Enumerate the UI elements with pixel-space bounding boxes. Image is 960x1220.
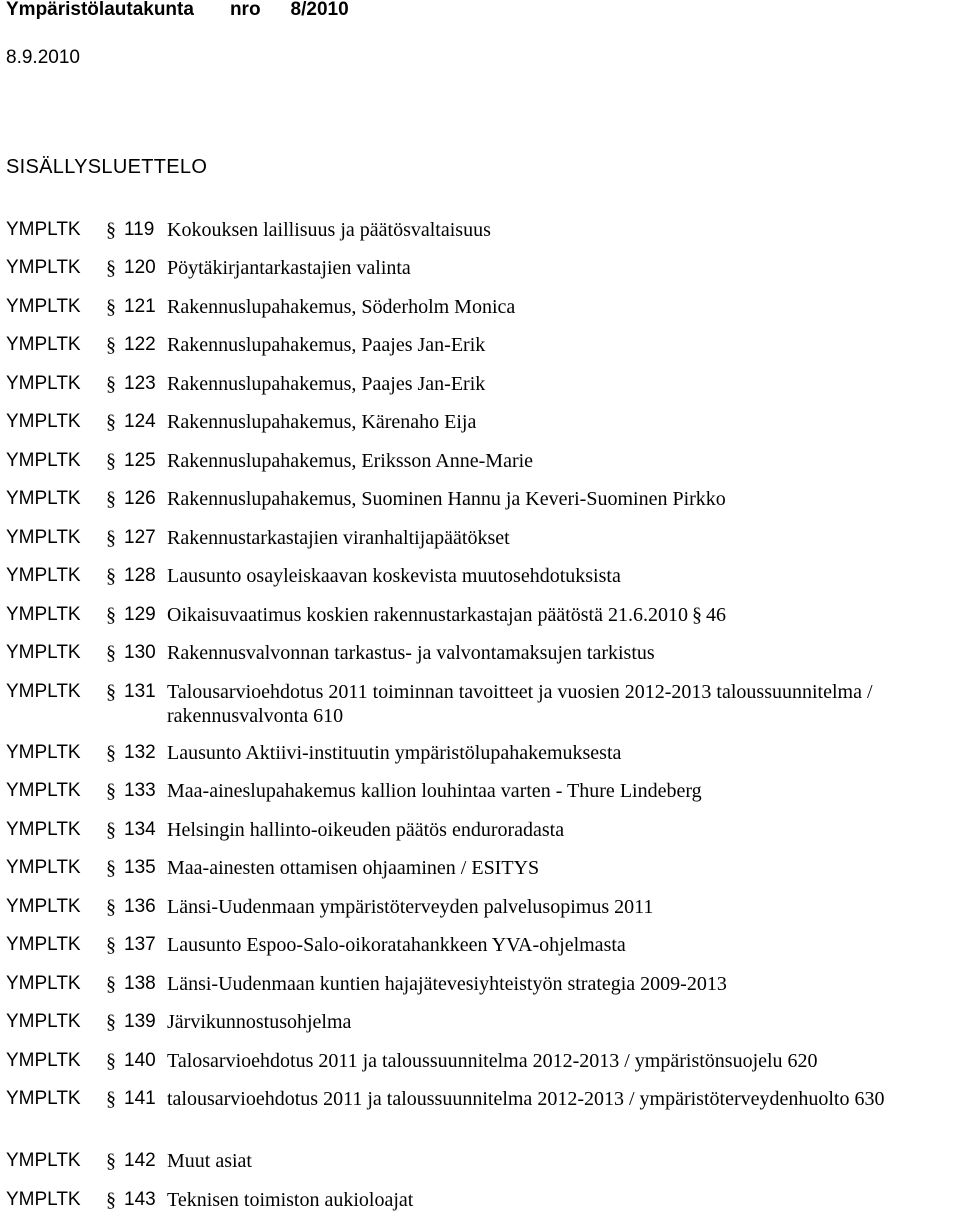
toc-item-number: 133 — [124, 780, 156, 801]
toc-row — [6, 895, 956, 919]
toc-item-code: YMPLTK — [6, 411, 81, 432]
toc-item-title — [167, 333, 957, 357]
toc-item-code: YMPLTK — [6, 527, 81, 548]
section-symbol: § — [106, 780, 116, 802]
toc-item-title — [167, 564, 957, 588]
toc-item-code: YMPLTK — [6, 1050, 81, 1071]
toc-item-number: 134 — [124, 819, 156, 840]
toc-item-number: 130 — [124, 642, 156, 663]
toc-item-title — [167, 856, 957, 880]
toc-item-title — [167, 680, 957, 728]
toc-item-number: 120 — [124, 257, 156, 278]
section-symbol: § — [106, 1050, 116, 1072]
toc-item-title — [167, 218, 957, 242]
toc-item-number: 123 — [124, 373, 156, 394]
toc-item-title-text: Talousarvioehdotus 2011 toiminnan tavoitteet ja vuosien 2012-2013 taloussuunnitelma / rakennusvalvonta 610 — [167, 681, 873, 727]
toc-item-number: 138 — [124, 973, 156, 994]
toc-row — [6, 256, 956, 280]
toc-item-number: 125 — [124, 450, 156, 471]
section-symbol: § — [106, 857, 116, 879]
toc-item-number: 128 — [124, 565, 156, 586]
section-symbol: § — [106, 450, 116, 472]
meeting-number: 8/2010 — [290, 0, 349, 20]
toc-item-code: YMPLTK — [6, 1189, 81, 1210]
toc-item-title — [167, 295, 957, 319]
toc-item-code: YMPLTK — [6, 1011, 81, 1032]
toc-item-title-text: Maa-aineslupahakemus kallion louhintaa varten - Thure Lindeberg — [167, 780, 702, 802]
toc-item-title — [167, 256, 957, 280]
toc-item-code: YMPLTK — [6, 219, 81, 240]
toc-item-title-text: Rakennustarkastajien viranhaltijapäätökset — [167, 527, 510, 549]
toc-row — [6, 564, 956, 588]
section-symbol: § — [106, 527, 116, 549]
toc-item-number: 119 — [124, 219, 155, 240]
section-symbol: § — [106, 1150, 116, 1172]
committee-name: Ympäristölautakunta — [6, 0, 194, 20]
toc-item-code: YMPLTK — [6, 681, 81, 702]
toc-item-code: YMPLTK — [6, 819, 81, 840]
toc-item-title — [167, 410, 957, 434]
toc-item-title-text: Helsingin hallinto-oikeuden päätös enduroradasta — [167, 819, 565, 841]
toc-row — [6, 603, 956, 627]
toc-item-number: 121 — [124, 296, 156, 317]
toc-item-title-text: Lausunto osayleiskaavan koskevista muutosehdotuksista — [167, 565, 621, 587]
toc-item-title — [167, 933, 957, 957]
toc-item-title-text: Talosarvioehdotus 2011 ja taloussuunnitelma 2012-2013 / ympäristönsuojelu 620 — [167, 1050, 818, 1072]
toc-row — [6, 779, 956, 803]
section-symbol: § — [106, 1011, 116, 1033]
document-header — [6, 0, 349, 22]
toc-item-number: 122 — [124, 334, 156, 355]
section-symbol: § — [106, 934, 116, 956]
section-symbol: § — [692, 604, 702, 626]
toc-item-title — [167, 741, 957, 765]
toc-item-code: YMPLTK — [6, 857, 81, 878]
toc-item-number: 131 — [124, 681, 156, 702]
toc-item-title — [167, 641, 957, 665]
toc-item-title — [167, 487, 957, 511]
toc-item-number: 126 — [124, 488, 156, 509]
toc-item-title-text: Rakennuslupahakemus, Söderholm Monica — [167, 296, 516, 318]
section-symbol: § — [106, 742, 116, 764]
section-symbol: § — [106, 973, 116, 995]
toc-item-number: 129 — [124, 604, 156, 625]
toc-item-number: 143 — [124, 1189, 156, 1210]
section-symbol: § — [106, 642, 116, 664]
toc-item-title-text: Rakennuslupahakemus, Suominen Hannu ja Keveri-Suominen Pirkko — [167, 488, 726, 510]
toc-row — [6, 526, 956, 550]
toc-item-code: YMPLTK — [6, 642, 81, 663]
toc-item-title — [167, 779, 957, 803]
toc-item-title-text: Lausunto Espoo-Salo-oikoratahankkeen YVA-ohjelmasta — [167, 934, 626, 956]
toc-item-code: YMPLTK — [6, 1088, 81, 1109]
toc-item-code: YMPLTK — [6, 296, 81, 317]
section-symbol: § — [106, 219, 116, 241]
toc-heading: SISÄLLYSLUETTELO — [6, 156, 208, 178]
toc-item-title — [167, 372, 957, 396]
toc-item-code: YMPLTK — [6, 896, 81, 917]
toc-item-number: 127 — [124, 527, 156, 548]
toc-row — [6, 680, 956, 728]
toc-row — [6, 449, 956, 473]
toc-item-title — [167, 972, 957, 996]
toc-item-title — [167, 526, 957, 550]
toc-item-title — [167, 603, 957, 627]
toc-item-title-text: Länsi-Uudenmaan ympäristöterveyden palvelusopimus 2011 — [167, 896, 654, 918]
toc-item-title-text: Länsi-Uudenmaan kuntien hajajätevesiyhteistyön strategia 2009-2013 — [167, 973, 727, 995]
toc-item-title-text: Rakennuslupahakemus, Paajes Jan-Erik — [167, 334, 486, 356]
toc-row — [6, 1010, 956, 1034]
toc-row — [6, 818, 956, 842]
toc-item-code: YMPLTK — [6, 780, 81, 801]
toc-item-title-text: Pöytäkirjantarkastajien valinta — [167, 257, 411, 279]
toc-item-number: 142 — [124, 1150, 156, 1171]
toc-item-title — [167, 1010, 957, 1034]
section-symbol: § — [106, 604, 116, 626]
section-symbol: § — [106, 819, 116, 841]
section-symbol: § — [106, 488, 116, 510]
toc-item-title-text: Muut asiat — [167, 1150, 252, 1172]
section-symbol: § — [106, 896, 116, 918]
toc-item-number: 135 — [124, 857, 156, 878]
meeting-date: 8.9.2010 — [6, 47, 80, 68]
toc-row — [6, 333, 956, 357]
toc-item-title-text: Järvikunnostusohjelma — [167, 1011, 352, 1033]
toc-item-number: 139 — [124, 1011, 156, 1032]
section-symbol: § — [106, 334, 116, 356]
toc-item-title-text: Teknisen toimiston aukioloajat — [167, 1189, 414, 1211]
toc-item-code: YMPLTK — [6, 1150, 81, 1171]
toc-row — [6, 1149, 956, 1173]
toc-item-number: 124 — [124, 411, 156, 432]
toc-item-title-text: talousarvioehdotus 2011 ja taloussuunnitelma 2012-2013 / ympäristöterveydenhuolto 630 — [167, 1088, 885, 1110]
toc-item-title-text: Rakennuslupahakemus, Eriksson Anne-Marie — [167, 450, 534, 472]
toc-item-title-text: Rakennusvalvonnan tarkastus- ja valvontamaksujen tarkistus — [167, 642, 655, 664]
section-symbol: § — [106, 411, 116, 433]
toc-item-code: YMPLTK — [6, 934, 81, 955]
toc-row — [6, 218, 956, 242]
toc-item-title-text: Rakennuslupahakemus, Paajes Jan-Erik — [167, 373, 486, 395]
toc-row — [6, 1087, 956, 1135]
toc-row — [6, 741, 956, 765]
toc-item-extra-number: 46 — [706, 604, 726, 626]
section-symbol: § — [106, 1088, 116, 1110]
toc-item-code: YMPLTK — [6, 334, 81, 355]
toc-item-number: 137 — [124, 934, 156, 955]
section-symbol: § — [106, 565, 116, 587]
toc-row — [6, 410, 956, 434]
toc-item-title-text: Lausunto Aktiivi-instituutin ympäristölupahakemuksesta — [167, 742, 622, 764]
toc-item-title — [167, 1087, 957, 1111]
toc-item-code: YMPLTK — [6, 373, 81, 394]
toc-item-number: 141 — [124, 1088, 156, 1109]
toc-item-title — [167, 895, 957, 919]
toc-item-title — [167, 1149, 957, 1173]
toc-row — [6, 856, 956, 880]
toc-item-number: 140 — [124, 1050, 156, 1071]
section-symbol: § — [106, 1189, 116, 1211]
toc-row — [6, 295, 956, 319]
toc-item-title — [167, 1049, 957, 1073]
toc-item-number: 132 — [124, 742, 156, 763]
toc-item-code: YMPLTK — [6, 742, 81, 763]
toc-item-title-text: Rakennuslupahakemus, Kärenaho Eija — [167, 411, 477, 433]
toc-item-code: YMPLTK — [6, 488, 81, 509]
nro-label: nro — [229, 0, 261, 20]
toc-item-title — [167, 449, 957, 473]
toc-item-code: YMPLTK — [6, 604, 81, 625]
section-symbol: § — [106, 257, 116, 279]
toc-item-title-text: Oikaisuvaatimus koskien rakennustarkastajan päätöstä 21.6.2010 — [167, 604, 688, 626]
toc-item-code: YMPLTK — [6, 565, 81, 586]
toc-item-code: YMPLTK — [6, 257, 81, 278]
toc-row — [6, 972, 956, 996]
toc-item-title-text: Kokouksen laillisuus ja päätösvaltaisuus — [167, 219, 491, 241]
toc-row — [6, 487, 956, 511]
toc-item-code: YMPLTK — [6, 450, 81, 471]
toc-row — [6, 1049, 956, 1073]
toc-row — [6, 372, 956, 396]
toc-item-title — [167, 818, 957, 842]
toc-item-number: 136 — [124, 896, 156, 917]
toc-item-code: YMPLTK — [6, 973, 81, 994]
toc-item-title — [167, 1188, 957, 1212]
section-symbol: § — [106, 681, 116, 703]
toc-item-title-text: Maa-ainesten ottamisen ohjaaminen / ESITYS — [167, 857, 540, 879]
toc-row — [6, 933, 956, 957]
toc-row — [6, 1188, 956, 1212]
toc-row — [6, 641, 956, 665]
section-symbol: § — [106, 373, 116, 395]
section-symbol: § — [106, 296, 116, 318]
